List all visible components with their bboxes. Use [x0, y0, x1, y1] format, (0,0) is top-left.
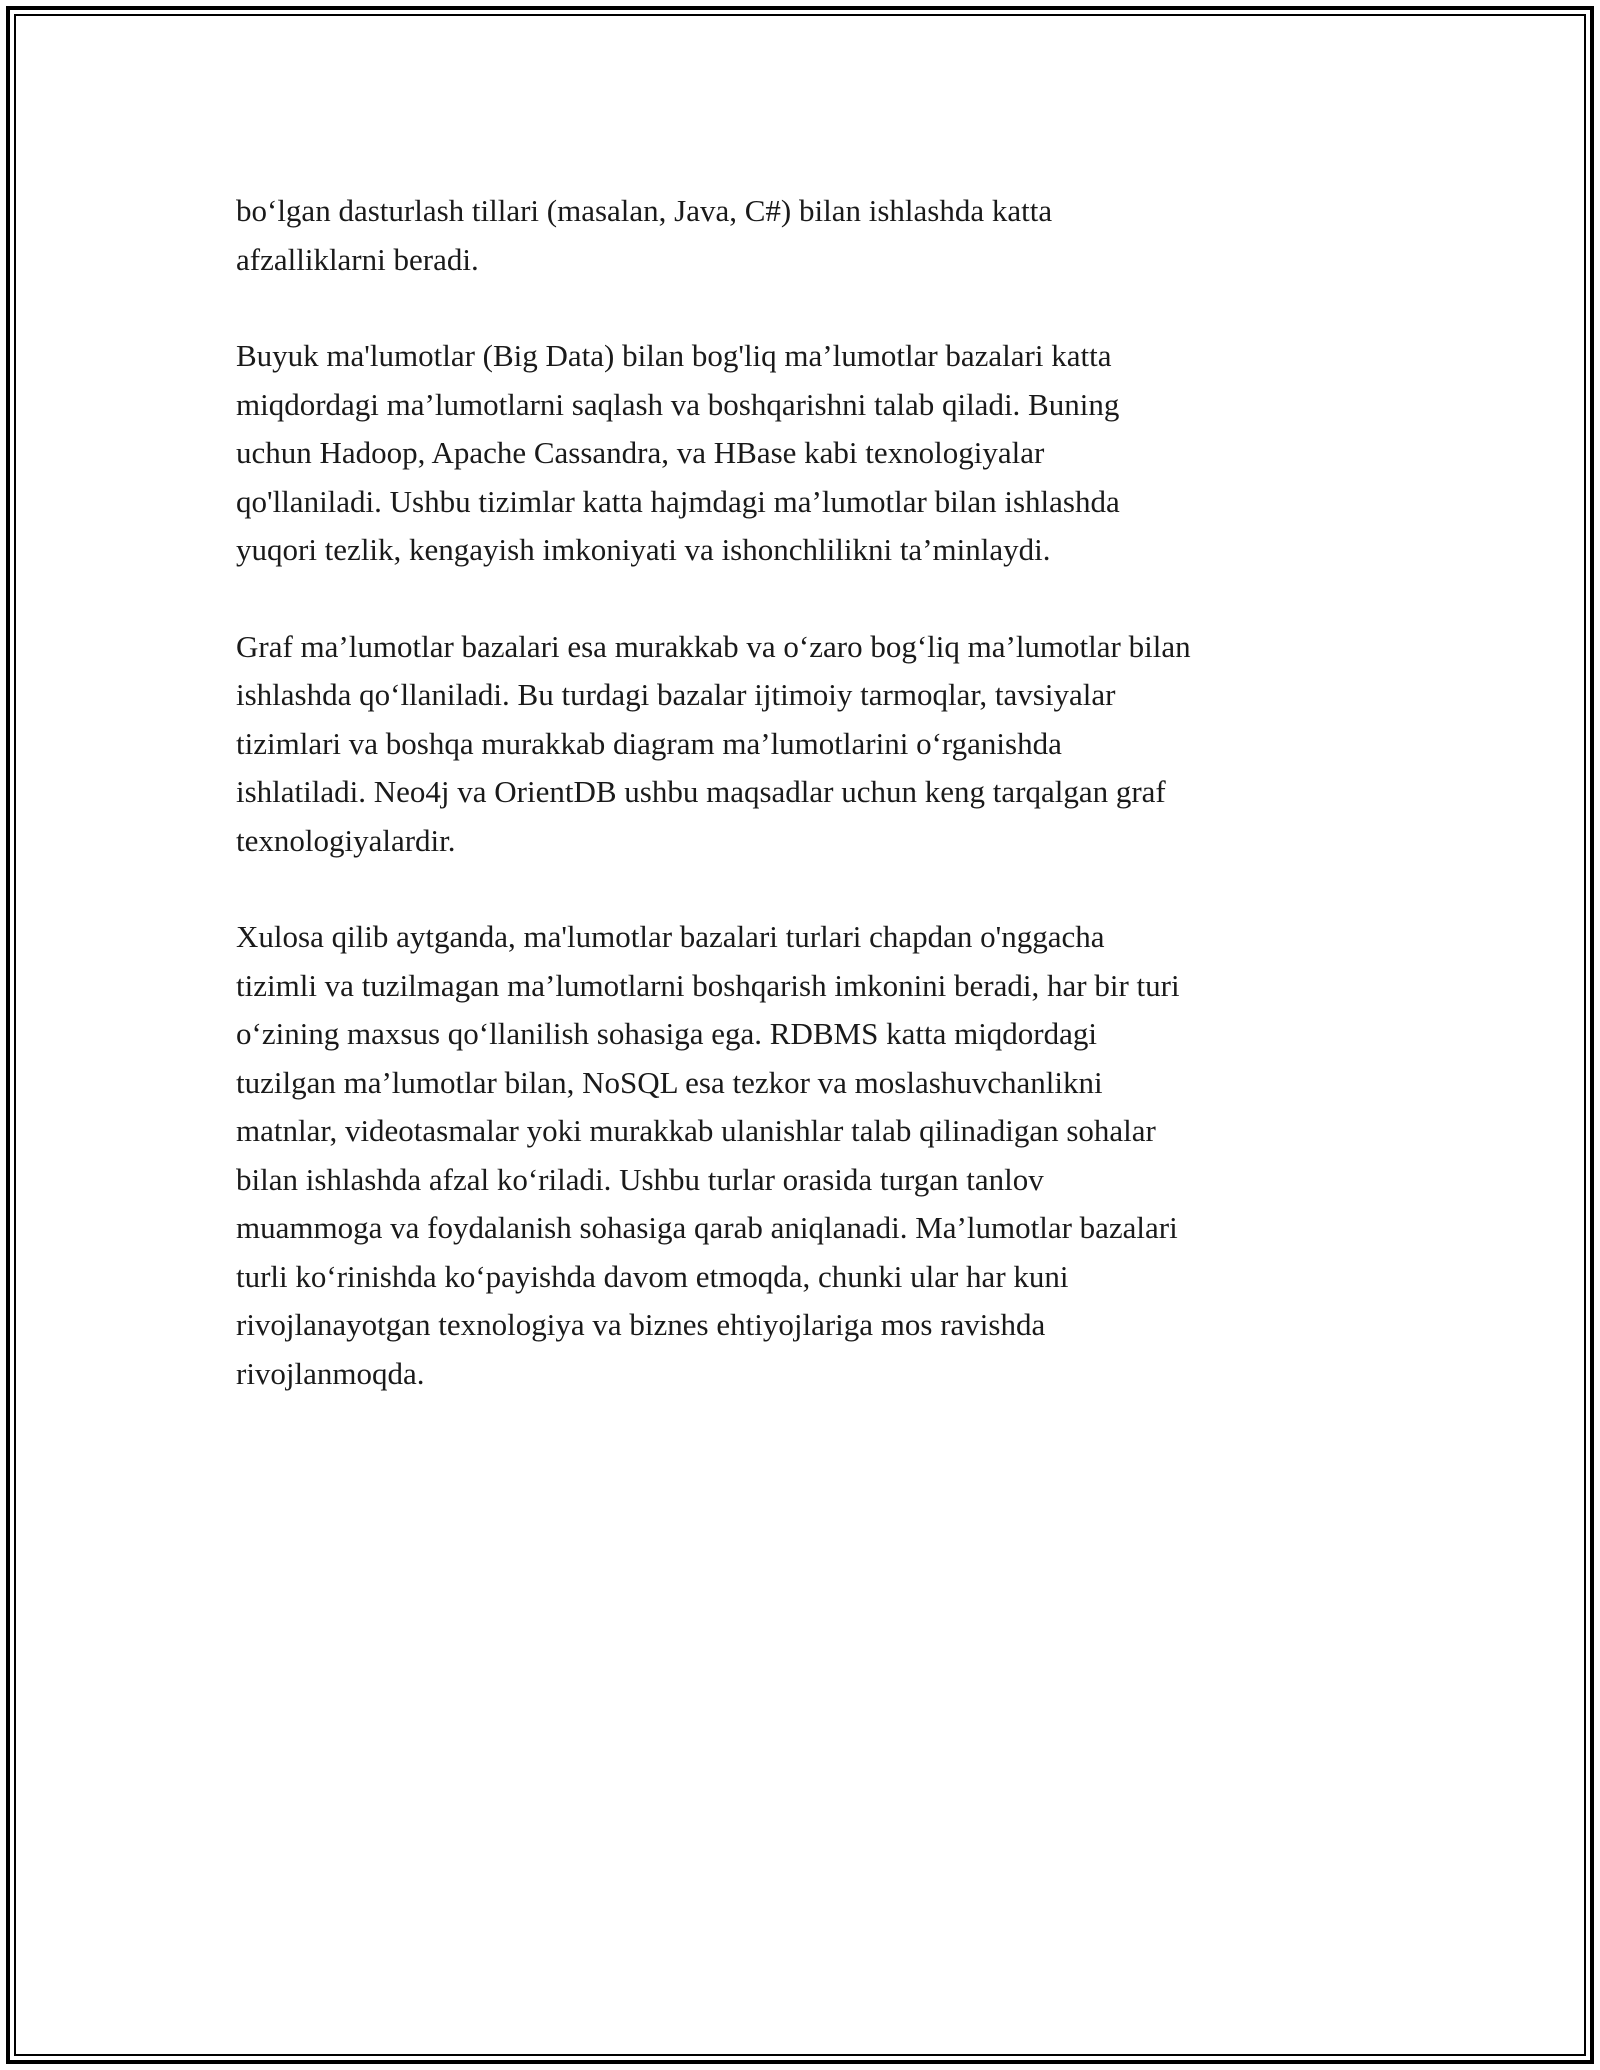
text-line: rivojlanayotgan texnologiya va biznes ehtiyojlariga mos ravishda: [236, 1307, 1046, 1342]
text-line: rivojlanmoqda.: [236, 1355, 425, 1391]
text-line: uchun Hadoop, Apache Cassandra, va HBase kabi texnologiyalar: [236, 435, 1045, 470]
text-line: bilan ishlashda afzal ko‘riladi. Ushbu turlar orasida turgan tanlov: [236, 1161, 1044, 1197]
text-line: muammoga va foydalanish sohasiga qarab aniqlanadi. Ma’lumotlar bazalari: [236, 1210, 1178, 1245]
text-line: ishlatiladi. Neo4j va OrientDB ushbu maqsadlar uchun keng tarqalgan graf: [236, 774, 1166, 809]
text-line: ishlashda qo‘llaniladi. Bu turdagi bazalar ijtimoiy tarmoqlar, tavsiyalar: [236, 677, 1116, 712]
text-line: qo'llaniladi. Ushbu tizimlar katta hajmdagi ma’lumotlar bilan ishlashda: [236, 483, 1120, 519]
text-line: afzalliklarni beradi.: [236, 241, 479, 277]
text-line: yuqori tezlik, kengayish imkoniyati va ishonchlilikni ta’minlaydi.: [236, 532, 1051, 567]
text-line: Xulosa qilib aytganda, ma'lumotlar bazalari turlari chapdan o'nggacha: [236, 919, 1105, 954]
document-body: [236, 187, 1376, 1446]
paragraph-graph-databases: [236, 623, 1376, 866]
paragraph-conclusion: [236, 913, 1376, 1398]
text-line: Graf ma’lumotlar bazalari esa murakkab va o‘zaro bog‘liq ma’lumotlar bilan: [236, 628, 1191, 664]
paragraph-languages-advantages: [236, 187, 1376, 284]
text-line: tuzilgan ma’lumotlar bilan, NoSQL esa tezkor va moslashuvchanlikni: [236, 1064, 1103, 1100]
text-line: miqdordagi ma’lumotlarni saqlash va boshqarishni talab qiladi. Buning: [236, 386, 1120, 422]
text-line: turli ko‘rinishda ko‘payishda davom etmoqda, chunki ular har kuni: [236, 1258, 1069, 1294]
text-line: Buyuk ma'lumotlar (Big Data) bilan bog'liq ma’lumotlar bazalari katta: [236, 338, 1112, 373]
text-line: matnlar, videotasmalar yoki murakkab ulanishlar talab qilinadigan sohalar: [236, 1113, 1156, 1148]
text-line: tizimli va tuzilmagan ma’lumotlarni boshqarish imkonini beradi, har bir turi: [236, 967, 1180, 1003]
text-line: texnologiyalardir.: [236, 822, 456, 858]
paragraph-big-data: [236, 332, 1376, 575]
text-line: bo‘lgan dasturlash tillari (masalan, Java, C#) bilan ishlashda katta: [236, 193, 1053, 228]
text-line: o‘zining maxsus qo‘llanilish sohasiga ega. RDBMS katta miqdordagi: [236, 1016, 1098, 1051]
text-line: tizimlari va boshqa murakkab diagram ma’lumotlarini o‘rganishda: [236, 725, 1062, 761]
